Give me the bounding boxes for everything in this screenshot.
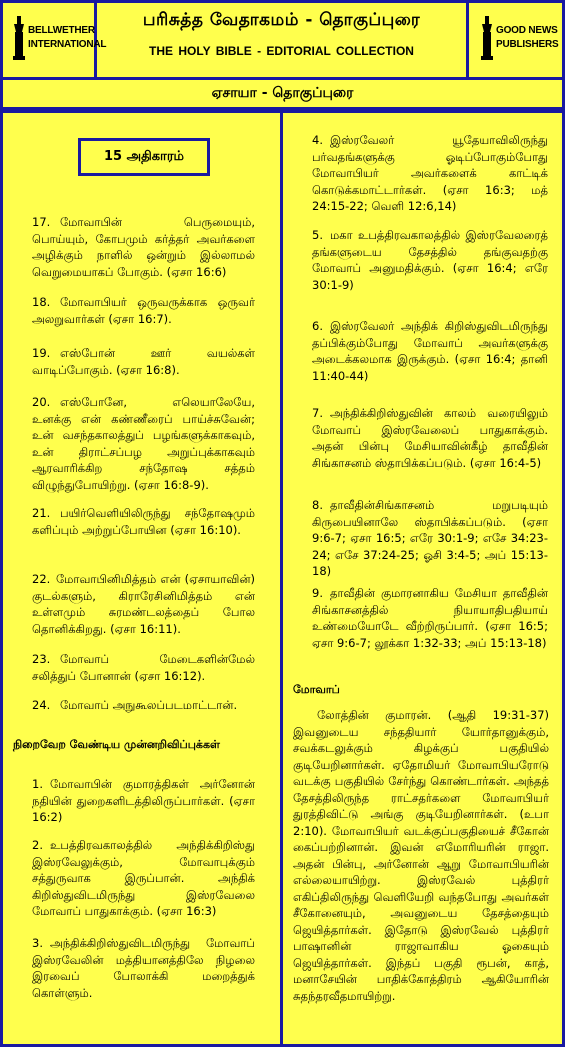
item-number: 5.: [312, 228, 323, 242]
item-text: இஸ்ரவேலர் அந்திக் கிறிஸ்துவிடமிருந்து தப்பிக்கும்போது மோவாப் அவர்களுக்கு அடைக்கலமாக இருக்கும். (ஏசா 16:4; தானி 11:40-44): [312, 319, 548, 383]
good-news-logo: [478, 14, 558, 62]
list-item: [32, 837, 255, 920]
item-text: மோவாபின் குமாரத்திகள் அர்னோன் நதியின் துறைகளிடத்திலிருப்பார்கள். (ஏசா 16:2): [32, 777, 255, 824]
item-number: 20.: [32, 395, 51, 409]
bellwether-logo-text: BELLWETHER INTERNATIONAL: [28, 25, 107, 50]
item-text: பயிர்வெளியிலிருந்து சந்தோஷமும் களிப்பும் அற்றுப்போயின (ஏசா 16:10).: [32, 506, 255, 537]
item-number: 23.: [32, 652, 51, 666]
item-number: 2.: [32, 838, 43, 852]
list-item: [32, 345, 255, 378]
item-text: மோவாபியர் ஒருவருக்காக ஒருவர் அலறுவார்கள் (ஏசா 16:7).: [32, 295, 255, 326]
item-number: 7.: [312, 406, 323, 420]
moab-heading: மோவாப்: [293, 683, 340, 696]
list-item: [312, 497, 548, 580]
item-text: மோவாபினிமித்தம் என் (ஏசாயாவின்) குடல்களும், கிராரேசினிமித்தம் என் உள்ளமும் சுரமண்டலத்தைப் போல தொனிக்கிறது. (ஏசா 16:11).: [32, 572, 255, 636]
item-number: 8.: [312, 498, 323, 512]
item-number: 24.: [32, 698, 51, 712]
list-item: [32, 776, 255, 826]
list-item: [32, 505, 255, 538]
list-item: [32, 651, 255, 684]
list-item: [312, 227, 548, 293]
item-text: மோவாப் அநுகூலப்படமாட்டான்.: [60, 698, 238, 712]
item-number: 1.: [32, 777, 43, 791]
moab-paragraph: லோத்தின் குமாரன். (ஆதி 19:31-37) இவனுடைய சந்ததியார் யோர்தானுக்கும், சவக்கடலுக்கும் கிழக்குப் பகுதியில் குடியேறினார்கள். ஏதோமியர் மோவாபியரோடு வடக்கு பகுதியில் சேர்ந்து கொண்டார்கள். அந்தத் தேசத்திலிருந்த ராட்சதர்களை மோவாபியர் துரத்திவிட்டு அங்கு குடியேறினார்கள். (உபா 2:10). மோவாபியர் வடக்குப்பகுதியைச் சீகோன் கைப்பற்றினான். இவன் எமோரியரின் ராஜா. அதன் பின்பு, அர்னோன் ஆறு மோவாபியரின் எல்லையாயிற்று. இஸ்ரவேல் புத்திரர் எகிப்திலிருந்து வெளியேறி வந்தபோது அவர்கள் சீகோனையும், அவனுடைய தேசத்தையும் ஜெயித்தார்கள். இதோடு இஸ்ரவேல் புத்திரர் பாஷானின் ராஜாவாகிய ஓகையும் ஜெயித்தார்கள். இந்தப் பகுதி ரூபன், காத், மனாசேயின் பாதிக்கோத்திரம் ஆகியோரின் சுதந்தரவீதமாயிற்று.: [293, 708, 549, 1003]
list-item: [32, 214, 255, 280]
item-text: உபத்திரவகாலத்தில் அந்திக்கிறிஸ்து இஸ்ரவேலுக்கும், மோவாபுக்கும் சத்துருவாக இருப்பான். அந்திக் கிறிஸ்துவிடமிருந்து இஸ்ரவேலை மோவாப் பாதுகாக்கும். (ஏசா 16:3): [32, 838, 255, 918]
item-number: 21.: [32, 506, 51, 520]
item-text: எஸ்போனே, எலெயாலேயே, உனக்கு என் கண்ணீரைப் பாய்ச்சுவேன்; உன் வசந்தகாலத்துப் பழங்களுக்காகவும், உன் திராட்சப்பழ அறுப்புக்காகவும் ஆரவாரிக்கிற சந்தோஷ சத்தம் விழுந்துபோயிற்று. (ஏசா 16:8-9).: [32, 395, 255, 492]
item-text: அந்திக்கிறிஸ்துவின் காலம் வரையிலும் மோவாப் இஸ்ரவேலைப் பாதுகாக்கும். அதன் பின்பு மேசியாவின்கீழ் தாவீதின் சிங்காசனம் ஸ்தாபிக்கப்படும். (ஏசா 16:4-5): [312, 406, 548, 470]
item-number: 6.: [312, 319, 323, 333]
good-news-logo-text: GOOD NEWS PUBLISHERS: [496, 25, 559, 50]
item-text: தாவீதின் குமாரனாகிய மேசியா தாவீதின் சிங்காசனத்தில் நியாயாதிபதியாய் உண்மையோடே வீற்றிருப்பார். (ஏசா 16:5; ஏசா 9:6-7; லூக்கா 1:32-33; அப் 15:13-18): [312, 586, 548, 650]
item-text: அந்திக்கிறிஸ்துவிடமிருந்து மோவாப் இஸ்ரவேலின் மத்தியானத்திலே நிழலை இரவைப் போலாக்கி மறைத்துக் கொள்ளும்.: [32, 936, 255, 1000]
bellwether-logo: [10, 14, 107, 62]
item-number: 19.: [32, 346, 51, 360]
item-text: மகா உபத்திரவகாலத்தில் இஸ்ரவேலரைத் தங்களுடைய தேசத்தில் தங்குவதற்கு மோவாப் அனுமதிக்கும். (ஏசா 16:4; எரே 30:1-9): [312, 228, 548, 292]
item-number: 4.: [312, 133, 323, 147]
item-number: 17.: [32, 215, 51, 229]
list-item: [32, 571, 255, 637]
item-text: மோவாபின் பெருமையும், பொய்யும், கோபமும் கர்த்தர் அவர்களை அழிக்கும் நாளில் ஒன்றும் இல்லாமல் வெறுமையாகப் போகும். (ஏசா 16:6): [32, 215, 255, 279]
item-text: தாவீதின்சிங்காசனம் மறுபடியும் கிருபையினாலே ஸ்தாபிக்கப்படும். (ஏசா 9:6-7; ஏசா 16:5; எரே 30:1-9; எசே 34:23-24; எசே 37:24-25; ஓசி 3:4-5; அப் 15:13-18): [312, 498, 548, 578]
list-item: [32, 394, 255, 493]
chapter-label: 15 அதிகாரம்: [78, 138, 210, 176]
subtitle: ஏசாயா - தொகுப்புரை: [211, 85, 354, 101]
prophecy-heading: நிறைவேற வேண்டிய முன்னறிவிப்புக்கள்: [13, 738, 220, 751]
item-text: எஸ்போன் ஊர் வயல்கள் வாடிப்போகும். (ஏசா 16:8).: [32, 346, 255, 377]
list-item: [32, 294, 255, 327]
item-number: 18.: [32, 295, 51, 309]
bell-tower-icon: [10, 14, 28, 62]
title-english: THE HOLY BIBLE - EDITORIAL COLLECTION: [149, 44, 414, 58]
item-number: 22.: [32, 572, 51, 586]
list-item: [312, 405, 548, 471]
item-text: மோவாப் மேடைகளின்மேல் சலித்துப் போனான் (ஏசா 16:12).: [32, 652, 255, 683]
list-item: [312, 132, 548, 215]
list-item: [32, 697, 255, 714]
list-item: [32, 935, 255, 1001]
list-item: [312, 318, 548, 384]
item-text: இஸ்ரவேலர் யூதேயாவிலிருந்து பர்வதங்களுக்கு ஓடிப்போகும்போது மோவாபியர் அவர்களைக் காட்டிக் கொடுக்கமாட்டார்கள். (ஏசா 16:3; மத் 24:15-22; வெளி 12:6,14): [312, 133, 548, 213]
item-number: 3.: [32, 936, 43, 950]
bell-tower-icon: [478, 14, 496, 62]
item-number: 9.: [312, 586, 323, 600]
list-item: [312, 585, 548, 651]
title-tamil: பரிசுத்த வேதாகமம் - தொகுப்புரை: [142, 10, 421, 30]
